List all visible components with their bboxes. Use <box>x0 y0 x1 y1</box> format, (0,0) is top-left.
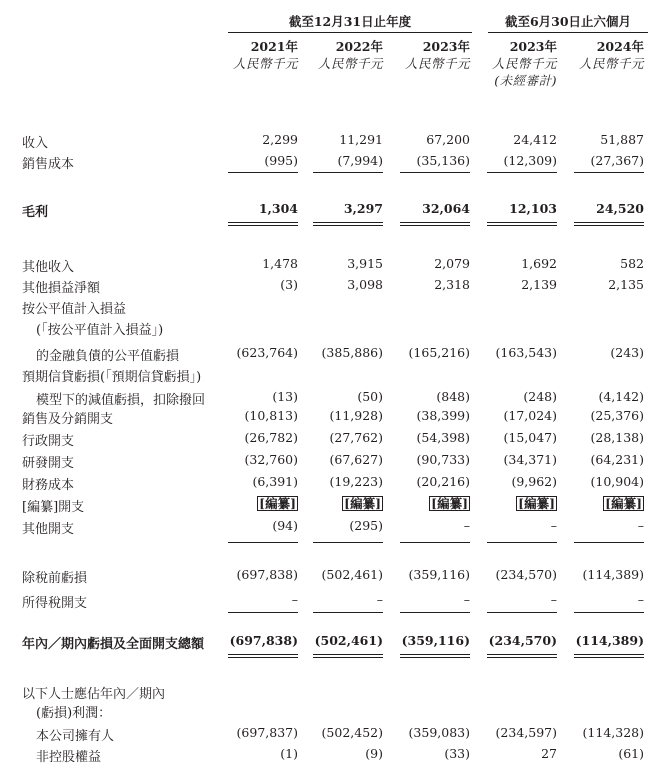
total-double-rule <box>400 222 470 226</box>
row-value: 12,103 <box>509 201 557 216</box>
row-value: (1) <box>280 746 298 761</box>
row-value: – <box>550 518 557 533</box>
row-label: 按公平值計入損益 <box>22 302 127 317</box>
row-value: (359,083) <box>408 725 470 740</box>
row-value: (12,309) <box>503 153 557 168</box>
row-label: (「按公平值計入損益」) <box>36 323 164 338</box>
row-label: 模型下的減值虧損，扣除撥回 <box>36 393 206 408</box>
row-value: [編纂] <box>259 496 296 511</box>
subtotal-rule <box>228 612 298 613</box>
row-value: (359,116) <box>401 633 470 648</box>
row-value: (34,371) <box>503 452 557 467</box>
row-value: – <box>463 518 470 533</box>
row-value: [編纂] <box>518 496 555 511</box>
row-label: 銷售成本 <box>22 157 75 172</box>
row-value: – <box>637 592 644 607</box>
subtotal-rule <box>400 542 470 543</box>
row-value: 3,098 <box>347 277 383 292</box>
row-value: (502,452) <box>321 725 383 740</box>
subtotal-rule <box>228 542 298 543</box>
row-label: 銷售及分銷開支 <box>22 412 114 427</box>
total-double-rule <box>487 654 557 658</box>
row-value: (995) <box>264 153 298 168</box>
row-value: 3,297 <box>343 201 383 216</box>
column-year: 2022年 <box>335 39 383 54</box>
total-double-rule <box>228 654 298 658</box>
column-unit: 人民幣千元 <box>232 56 298 71</box>
row-value: 2,079 <box>434 256 470 271</box>
subtotal-rule <box>574 172 644 173</box>
row-value: – <box>376 592 383 607</box>
row-value: (10,904) <box>590 474 644 489</box>
row-value: (248) <box>523 389 557 404</box>
row-label: 其他收入 <box>22 260 75 275</box>
column-header <box>473 38 557 89</box>
row-value: (114,328) <box>582 725 644 740</box>
total-double-rule <box>574 654 644 658</box>
row-label: 年內／期內虧損及全面開支總額 <box>22 637 205 652</box>
row-value: [編纂] <box>344 496 381 511</box>
row-label: 的金融負債的公平值虧損 <box>36 349 180 364</box>
row-value: (114,389) <box>575 633 644 648</box>
row-value: (27,367) <box>590 153 644 168</box>
column-header <box>299 38 383 72</box>
row-value: (295) <box>349 518 383 533</box>
subtotal-rule <box>574 612 644 613</box>
row-value: 24,412 <box>513 132 557 147</box>
row-value: (385,886) <box>321 345 383 360</box>
row-value: 24,520 <box>596 201 644 216</box>
row-value: (234,570) <box>488 633 557 648</box>
row-value: 2,135 <box>608 277 644 292</box>
subtotal-rule <box>313 542 383 543</box>
row-value: (4,142) <box>598 389 644 404</box>
row-value: (19,223) <box>329 474 383 489</box>
row-value: (359,116) <box>408 567 470 582</box>
subtotal-rule <box>487 172 557 173</box>
row-value: (28,138) <box>590 430 644 445</box>
group-header-annual-underline <box>228 32 472 33</box>
row-value: (697,838) <box>229 633 298 648</box>
row-value: (32,760) <box>244 452 298 467</box>
row-value: (27,762) <box>329 430 383 445</box>
row-value: (64,231) <box>590 452 644 467</box>
row-value: (90,733) <box>416 452 470 467</box>
row-label: 毛利 <box>22 205 49 220</box>
subtotal-rule <box>574 542 644 543</box>
subtotal-rule <box>313 172 383 173</box>
row-value: (6,391) <box>252 474 298 489</box>
row-value: 582 <box>620 256 644 271</box>
subtotal-rule <box>400 612 470 613</box>
row-value: (13) <box>272 389 298 404</box>
row-value: – <box>550 592 557 607</box>
row-value: (114,389) <box>582 567 644 582</box>
row-label: 收入 <box>22 136 49 151</box>
row-value: – <box>463 592 470 607</box>
row-value: (243) <box>610 345 644 360</box>
row-label: 非控股權益 <box>36 750 102 765</box>
total-double-rule <box>400 654 470 658</box>
row-value: (697,837) <box>236 725 298 740</box>
row-value: (623,764) <box>236 345 298 360</box>
group-header-annual: 截至12月31日止年度 <box>288 14 412 29</box>
row-value: (3) <box>280 277 298 292</box>
column-unit: 人民幣千元 <box>578 56 644 71</box>
row-value: 51,887 <box>600 132 644 147</box>
row-value: (7,994) <box>337 153 383 168</box>
row-label: 以下人士應佔年內／期內 <box>22 687 166 702</box>
row-label: 財務成本 <box>22 478 75 493</box>
row-value: (9,962) <box>511 474 557 489</box>
row-value: 3,915 <box>347 256 383 271</box>
row-value: (502,461) <box>314 633 383 648</box>
row-value: (234,597) <box>495 725 557 740</box>
subtotal-rule <box>313 612 383 613</box>
column-unit: 人民幣千元 <box>317 56 383 71</box>
row-value: (10,813) <box>244 408 298 423</box>
row-value: – <box>637 518 644 533</box>
subtotal-rule <box>228 172 298 173</box>
row-value: (26,782) <box>244 430 298 445</box>
row-label: 本公司擁有人 <box>36 729 115 744</box>
row-label: 研發開支 <box>22 456 75 471</box>
row-value: (163,543) <box>495 345 557 360</box>
row-value: (234,570) <box>495 567 557 582</box>
row-label: 預期信貸虧損(「預期信貸虧損」) <box>22 370 202 385</box>
row-value: 2,299 <box>262 132 298 147</box>
total-double-rule <box>574 222 644 226</box>
row-value: (20,216) <box>416 474 470 489</box>
subtotal-rule <box>487 612 557 613</box>
total-double-rule <box>228 222 298 226</box>
row-value: (50) <box>357 389 383 404</box>
group-header-interim: 截至6月30日止六個月 <box>504 14 632 29</box>
row-value: (9) <box>365 746 383 761</box>
row-value: (61) <box>618 746 644 761</box>
row-value: (33) <box>444 746 470 761</box>
row-value: 1,478 <box>262 256 298 271</box>
row-value: (38,399) <box>416 408 470 423</box>
column-unit: 人民幣千元 <box>491 56 557 71</box>
row-value: (697,838) <box>236 567 298 582</box>
row-value: (25,376) <box>590 408 644 423</box>
column-year: 2023年 <box>509 39 557 54</box>
group-header-interim-underline <box>488 32 648 33</box>
row-value: (54,398) <box>416 430 470 445</box>
subtotal-rule <box>487 542 557 543</box>
row-label: 除稅前虧損 <box>22 571 88 586</box>
row-value: (11,928) <box>329 408 383 423</box>
row-value: 1,304 <box>258 201 298 216</box>
row-label: [編纂]開支 <box>22 500 85 515</box>
row-value: 11,291 <box>339 132 383 147</box>
row-value: 1,692 <box>521 256 557 271</box>
column-year: 2023年 <box>422 39 470 54</box>
row-value: 32,064 <box>422 201 470 216</box>
total-double-rule <box>487 222 557 226</box>
subtotal-rule <box>400 172 470 173</box>
row-value: [編纂] <box>605 496 642 511</box>
column-year: 2021年 <box>250 39 298 54</box>
column-unit: 人民幣千元 <box>404 56 470 71</box>
row-label: 行政開支 <box>22 434 75 449</box>
column-header <box>560 38 644 72</box>
row-value: 2,318 <box>434 277 470 292</box>
row-label: 所得稅開支 <box>22 596 88 611</box>
total-double-rule <box>313 654 383 658</box>
total-double-rule <box>313 222 383 226</box>
row-value: (67,627) <box>329 452 383 467</box>
column-note: (未經審計) <box>494 73 557 88</box>
row-value: (94) <box>272 518 298 533</box>
row-value: (165,216) <box>408 345 470 360</box>
column-header <box>386 38 470 72</box>
row-value: (17,024) <box>503 408 557 423</box>
row-value: 67,200 <box>426 132 470 147</box>
row-value: (848) <box>436 389 470 404</box>
row-label: 其他損益淨額 <box>22 281 101 296</box>
row-value: – <box>291 592 298 607</box>
row-label: (虧損)利潤： <box>36 706 112 721</box>
row-value: (35,136) <box>416 153 470 168</box>
row-value: 2,139 <box>521 277 557 292</box>
row-label: 其他開支 <box>22 522 75 537</box>
row-value: (15,047) <box>503 430 557 445</box>
column-header <box>214 38 298 72</box>
column-year: 2024年 <box>596 39 644 54</box>
row-value: (502,461) <box>321 567 383 582</box>
row-value: 27 <box>541 746 557 761</box>
row-value: [編纂] <box>431 496 468 511</box>
